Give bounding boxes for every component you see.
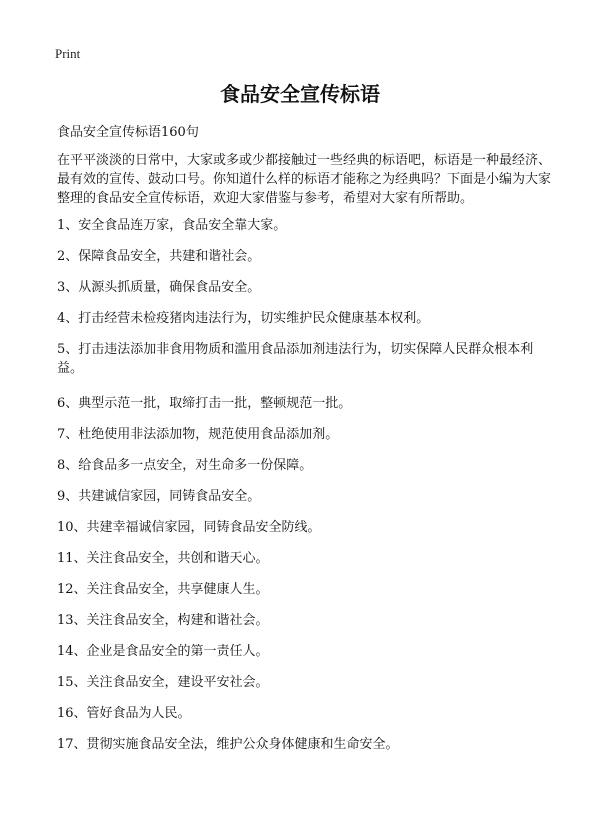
slogan-item: 9、共建诚信家园，同铸食品安全。 [57, 489, 261, 504]
intro-paragraph: 在平平淡淡的日常中，大家或多或少都接触过一些经典的标语吧，标语是一种最经济、最有效的宣传、鼓动口号。你知道什么样的标语才能称之为经典吗？下面是小编为大家整理的食品安全宣传标语，欢迎大家借鉴与参考，希望对大家有所帮助。 [57, 153, 552, 206]
slogan-item: 15、关注食品安全，建设平安社会。 [57, 675, 269, 690]
slogan-item: 7、杜绝使用非法添加物，规范使用食品添加剂。 [57, 427, 339, 442]
slogan-item: 10、共建幸福诚信家园，同铸食品安全防线。 [57, 520, 321, 535]
slogan-list [57, 216, 557, 766]
page-title: 食品安全宣传标语 [220, 82, 380, 106]
slogan-item: 2、保障食品安全，共建和谐社会。 [57, 249, 261, 264]
slogan-item: 14、企业是食品安全的第一责任人。 [57, 644, 269, 659]
slogan-item: 11、关注食品安全，共创和谐天心。 [57, 551, 269, 566]
slogan-item: 12、关注食品安全，共享健康人生。 [57, 582, 269, 597]
slogan-item: 17、贯彻实施食品安全法，维护公众身体健康和生命安全。 [57, 737, 399, 752]
slogan-item: 4、打击经营未检疫猪肉违法行为，切实维护民众健康基本权利。 [57, 311, 430, 326]
slogan-item: 5、打击违法添加非食用物质和滥用食品添加剂违法行为，切实保障人民群众根本利益。 [57, 342, 534, 376]
slogan-item: 1、安全食品连万家，食品安全靠大家。 [57, 218, 287, 233]
print-link[interactable]: Print [55, 46, 81, 61]
document-subtitle: 食品安全宣传标语160句 [57, 125, 199, 140]
slogan-item: 8、给食品多一点安全，对生命多一份保障。 [57, 458, 313, 473]
slogan-item: 13、关注食品安全，构建和谐社会。 [57, 613, 269, 628]
slogan-item: 16、管好食品为人民。 [57, 706, 191, 721]
slogan-item: 3、从源头抓质量，确保食品安全。 [57, 280, 261, 295]
slogan-item: 6、典型示范一批，取缔打击一批，整顿规范一批。 [57, 396, 352, 411]
